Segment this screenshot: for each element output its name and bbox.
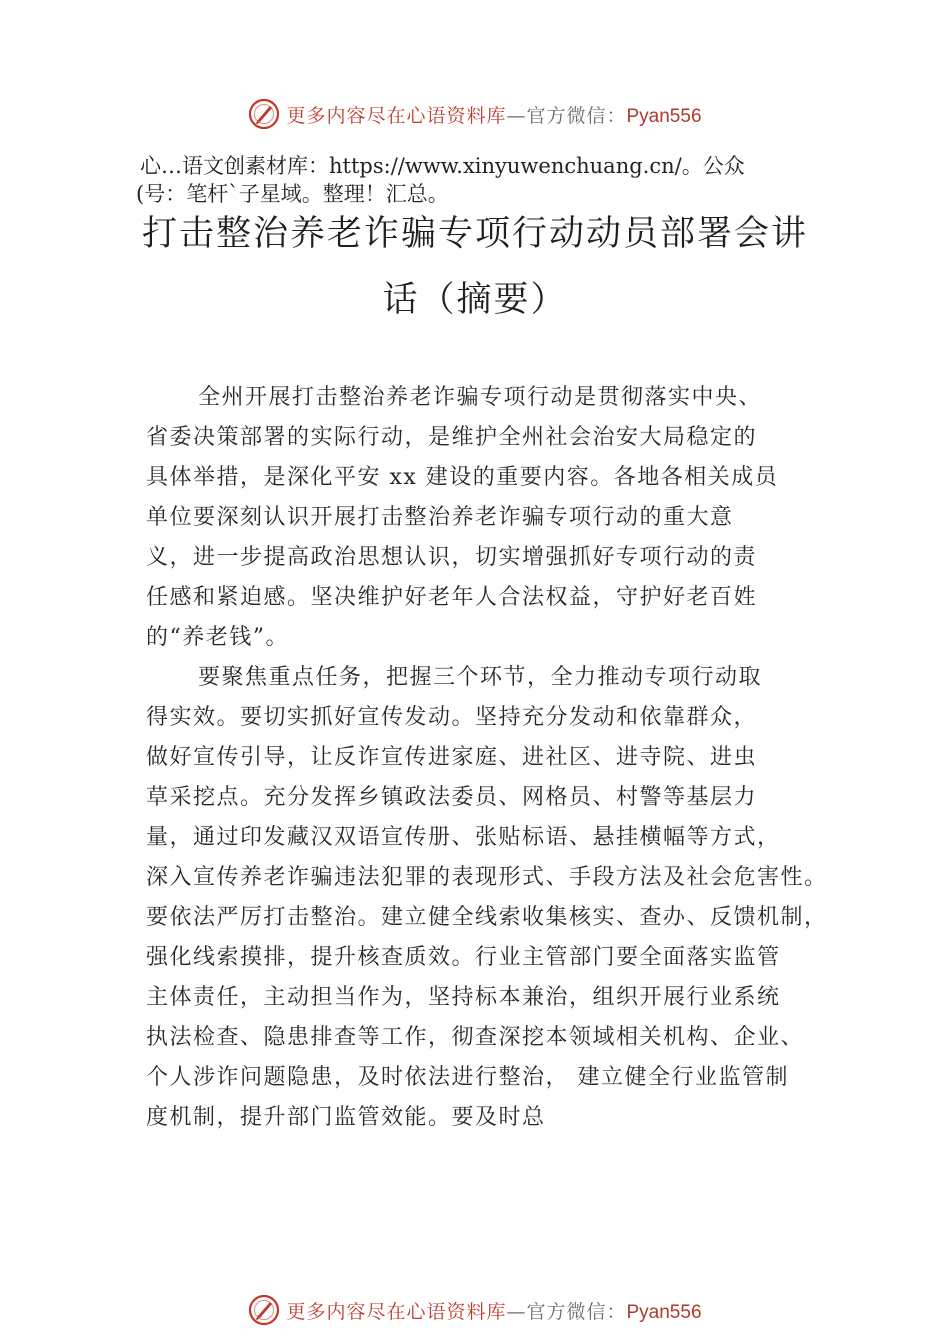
document-title-line-1: 打击整治养老诈骗专项行动动员部署会讲 bbox=[141, 214, 808, 254]
body-line: 要依法严厉打击整治。建立健全线索收集核实、查办、反馈机制， bbox=[146, 905, 828, 930]
watermark-site-name: 更多内容尽在心语资料库 bbox=[286, 1300, 507, 1323]
body-line: 度机制，提升部门监管效能。要及时总 bbox=[146, 1105, 546, 1130]
body-line: 个人涉诈问题隐患，及时依法进行整治， 建立健全行业监管制 bbox=[146, 1065, 789, 1090]
body-line: 主体责任，主动担当作为，坚持标本兼治，组织开展行业系统 bbox=[146, 985, 781, 1010]
watermark-dash: — bbox=[506, 104, 527, 127]
watermark-banner-top bbox=[0, 94, 950, 134]
body-line: 义，进一步提高政治思想认识，切实增强抓好专项行动的责 bbox=[146, 545, 758, 570]
body-line: 具体举措，是深化平安 xx 建设的重要内容。各地各相关成员 bbox=[146, 465, 779, 490]
document-title-line-2: 话（摘要） bbox=[382, 280, 568, 320]
body-line: 单位要深刻认识开展打击整治养老诈骗专项行动的重大意 bbox=[146, 505, 734, 530]
body-line: 量，通过印发藏汉双语宣传册、张贴标语、悬挂横幅等方式， bbox=[146, 825, 781, 850]
body-line: 全州开展打击整治养老诈骗专项行动是贯彻落实中央、 bbox=[198, 385, 763, 410]
watermark-site-name: 更多内容尽在心语资料库 bbox=[286, 104, 507, 127]
quill-seal-icon bbox=[248, 1294, 280, 1326]
quill-seal-icon bbox=[248, 98, 280, 130]
document-body bbox=[146, 378, 846, 1138]
watermark-dash: — bbox=[506, 1300, 527, 1323]
body-line: 执法检查、隐患排查等工作，彻查深挖本领域相关机构、企业、 bbox=[146, 1025, 805, 1050]
body-line: 要聚焦重点任务，把握三个环节，全力推动专项行动取 bbox=[198, 665, 763, 690]
watermark-wechat-label: 官方微信： bbox=[526, 104, 627, 127]
watermark-wechat-id: Pyan556 bbox=[626, 1301, 702, 1323]
body-line: 的“养老钱”。 bbox=[146, 625, 289, 650]
body-line: 强化线索摸排，提升核查质效。行业主管部门要全面落实监管 bbox=[146, 945, 781, 970]
body-line: 任感和紧迫感。坚决维护好老年人合法权益，守护好老百姓 bbox=[146, 585, 758, 610]
body-line: 草采挖点。充分发挥乡镇政法委员、网格员、村警等基层力 bbox=[146, 785, 758, 810]
body-line: 做好宣传引导，让反诈宣传进家庭、进社区、进寺院、进虫 bbox=[146, 745, 758, 770]
body-line: 省委决策部署的实际行动，是维护全州社会治安大局稳定的 bbox=[146, 425, 758, 450]
body-line: 得实效。要切实抓好宣传发动。坚持充分发动和依靠群众， bbox=[146, 705, 758, 730]
watermark-wechat-id: Pyan556 bbox=[626, 105, 702, 127]
source-notice-line-2: (号：笔杆`子星域。整理！汇总。 bbox=[136, 182, 449, 206]
watermark-banner-bottom bbox=[0, 1290, 950, 1330]
watermark-wechat-label: 官方微信： bbox=[526, 1300, 627, 1323]
body-line: 深入宣传养老诈骗违法犯罪的表现形式、手段方法及社会危害性。 bbox=[146, 865, 828, 890]
source-notice-line-1: 心…语文创素材库：https://www.xinyuwenchuang.cn/。公众 bbox=[140, 154, 745, 178]
